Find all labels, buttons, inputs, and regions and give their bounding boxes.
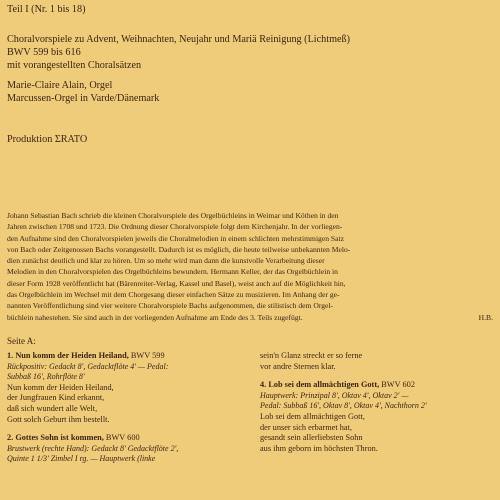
side-label: Seite A: [7, 336, 36, 346]
entry-title: Lob sei dem allmächtigen Gott, [268, 380, 380, 390]
intro-line: dien zunächst deutlich und klar zu hören. Um so mehr wird man dann die kunstvolle Verarbeitung dieser [7, 256, 325, 266]
part-heading: Teil I (Nr. 1 bis 18) [7, 4, 86, 15]
intro-paragraph [7, 210, 493, 323]
verse-line: Gott solch Geburt ihm bestellt. [7, 414, 110, 424]
intro-line: Jahren zwischen 1708 und 1723. Die Ordnung dieser Choralvorspiele folgt dem Kirchenjahr. In der vorliegen- [7, 222, 343, 232]
performer-line: Marie-Claire Alain, Orgel [7, 80, 113, 91]
intro-line: büchlein nahestehen. Sie sind auch in der vorliegenden Aufnahme am Ende des 3. Teils zugefügt. [7, 312, 303, 322]
entry-title: Nun komm der Heiden Heiland, [15, 351, 129, 360]
intro-line: das Orgelbüchlein im Wechsel mit dem Chorgesang dieser einfachen Sätze zu musizieren. Im Anhang der ge- [7, 290, 340, 300]
entry-bwv: BWV 599 [130, 351, 165, 360]
production-line: Produktion ΣRATO [7, 134, 88, 145]
title-line-2: BWV 599 bis 616 [7, 47, 81, 58]
intro-last-line [7, 312, 493, 323]
verse-line: gesandt sein allerliebsten Sohn [260, 433, 363, 443]
verse-line: der Jungfrauen Kind erkannt, [7, 393, 105, 403]
entry-title: Gottes Sohn ist kommen, [15, 433, 104, 443]
right-column [260, 351, 496, 454]
entry-registration: Brustwerk (rechte Hand): Gedackt 8' Gedacktflöte 2', [7, 443, 179, 453]
entry-registration: Quinte 1 1/3' Zimbel I rg. — Hauptwerk (linke [7, 454, 156, 464]
intro-line: dieser Form 1928 veröffentlicht hat (Bärenreiter-Verlag, Kassel und Basel), weist auch auf die Möglichkeit hin, [7, 278, 346, 288]
organ-line: Marcussen-Orgel in Varde/Dänemark [7, 93, 160, 104]
verse-line: aus ihm geborn im höchsten Thron. [260, 443, 378, 453]
entry-registration: Pedal: Subbaß 16', Oktav 8', Oktav 4', Nachthorn 2' [260, 401, 427, 411]
entry-bwv: BWV 602 [381, 380, 415, 390]
intro-line: Melodien in den Choralvorspielen des Orgelbüchleins bewundern. Hermann Keller, der das Orgelbüchlein in [7, 267, 338, 277]
entry-registration: Rückpositiv: Gedackt 8', Gedacktflöte 4' — Pedal: [7, 361, 169, 371]
intro-line: den Aufnahme sind den Choralvorspielen jeweils die Choralmelodien in einem schlichten mehrstimmigen Satz [7, 233, 344, 243]
entry-registration: Hauptwerk: Prinzipal 8', Oktav 4', Oktav 2' — [260, 390, 409, 400]
intro-line: Johann Sebastian Bach schrieb die kleinen Choralvorspiele des Orgelbüchleins in Weimar und Köthen in den [7, 211, 339, 220]
verse-line: daß sich wundert alle Welt, [7, 403, 98, 413]
entry-number: 2. [7, 433, 14, 443]
intro-line: von Bach oder Zeitgenossen Bachs vorangestellt. Dadurch ist es möglich, die heute teilweise unbekannten Melo- [7, 244, 351, 254]
title-line-1: Choralvorspiele zu Advent, Weihnachten, Neujahr und Mariä Reinigung (Lichtmeß) [7, 34, 351, 45]
title-line-3: mit vorangestellten Choralsätzen [7, 60, 142, 71]
verse-line: sein'n Glanz streckt er so ferne [260, 351, 363, 360]
entry-number: 1. [7, 351, 14, 360]
entry-4-heading [260, 380, 496, 391]
verse-line: Lob sei dem allmächtigen Gott, [260, 411, 365, 421]
left-column [7, 351, 257, 465]
intro-signoff: H.B. [478, 312, 493, 322]
intro-line: nannten Veröffentlichung sind vier weitere Choralvorspiele Bachs aufgenommen, die stilistisch dem Orgel- [7, 301, 334, 311]
entry-number: 4. [260, 380, 267, 390]
entry-1-heading [7, 351, 257, 362]
verse-line: Nun komm der Heiden Heiland, [7, 382, 114, 392]
entry-bwv: BWV 600 [105, 433, 140, 443]
verse-line: vor andre Sternen klar. [260, 361, 336, 371]
entry-registration: Subbaß 16', Rohrflöte 8' [7, 372, 85, 382]
verse-line: der unser sich erbarmet hat, [260, 422, 352, 432]
entry-2-heading [7, 433, 257, 444]
